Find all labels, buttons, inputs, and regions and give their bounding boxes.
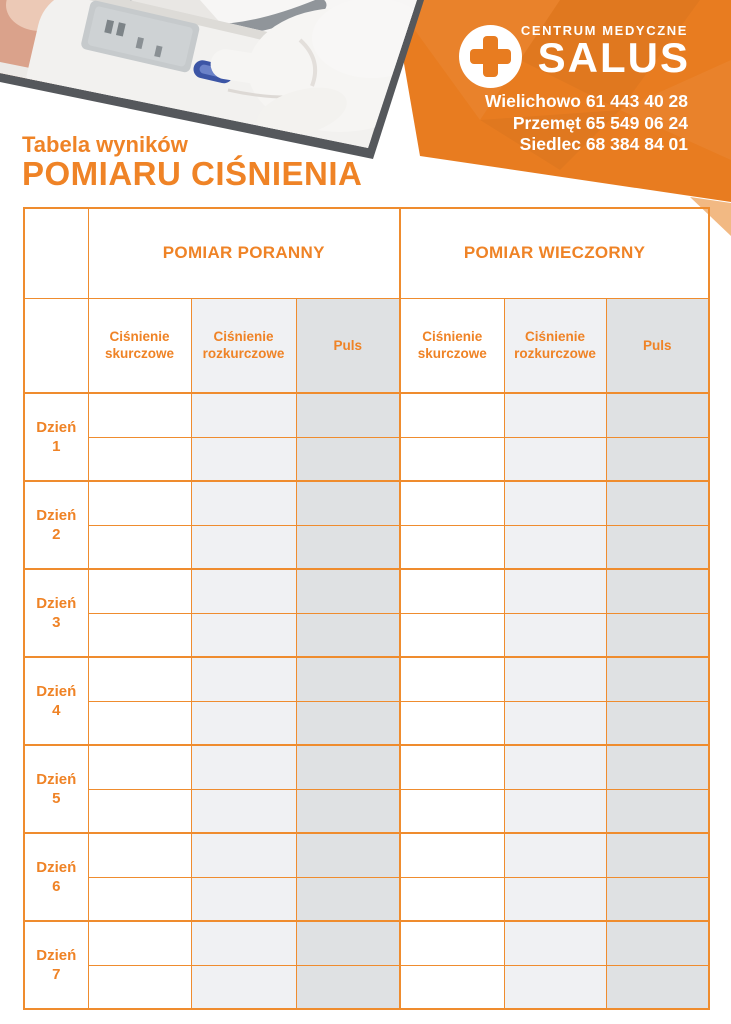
corner-cell: [24, 208, 88, 298]
measurement-cell: [504, 789, 606, 833]
measurement-cell: [296, 613, 400, 657]
measurement-cell: [504, 525, 606, 569]
day-label: Dzień: [36, 419, 77, 436]
measurement-cell: [606, 525, 709, 569]
measurement-cell: [606, 921, 709, 965]
measurement-cell: [504, 965, 606, 1009]
day-label: Dzień: [36, 595, 77, 612]
phone-line: Wielichowo 61 443 40 28: [484, 91, 688, 111]
measurement-cell: [88, 657, 191, 701]
measurement-cell: [504, 481, 606, 525]
day-label: Dzień: [36, 859, 77, 876]
measurement-cell: [606, 789, 709, 833]
table-header-columns: [24, 298, 709, 393]
measurement-cell: [400, 437, 504, 481]
measurement-cell: [191, 789, 296, 833]
measurement-cell: [88, 569, 191, 613]
col-header-diastolic-am: Ciśnienie rozkurczowe: [191, 298, 296, 393]
day-label-cell: [24, 569, 88, 657]
corner-cell: [24, 298, 88, 393]
measurement-cell: [504, 921, 606, 965]
measurement-cell: [504, 657, 606, 701]
measurement-cell: [400, 833, 504, 877]
measurement-cell: [191, 569, 296, 613]
measurement-cell: [606, 701, 709, 745]
measurement-cell: [296, 833, 400, 877]
medical-cross-icon: [459, 25, 522, 88]
measurement-cell: [400, 569, 504, 613]
measurement-cell: [400, 481, 504, 525]
table-row-day3: [24, 569, 709, 613]
measurement-cell: [504, 833, 606, 877]
measurement-cell: [88, 393, 191, 437]
day-number: 2: [52, 526, 61, 543]
day-label: Dzień: [36, 683, 77, 700]
measurement-cell: [400, 877, 504, 921]
measurement-cell: [88, 613, 191, 657]
measurement-cell: [504, 745, 606, 789]
group-header-evening: POMIAR WIECZORNY: [400, 208, 709, 298]
measurement-cell: [504, 701, 606, 745]
title-block: [22, 132, 362, 191]
col-header-systolic-am: Ciśnienie skurczowe: [88, 298, 191, 393]
table-row-day2b: [24, 525, 709, 569]
measurement-cell: [400, 745, 504, 789]
day-label-cell: [24, 833, 88, 921]
measurement-cell: [606, 437, 709, 481]
measurement-cell: [606, 569, 709, 613]
measurement-cell: [504, 437, 606, 481]
table-row-day7b: [24, 965, 709, 1009]
measurement-cell: [400, 393, 504, 437]
table-row-day2: [24, 481, 709, 525]
measurement-cell: [88, 833, 191, 877]
table-header-groups: [24, 208, 709, 298]
table-row-day1b: [24, 437, 709, 481]
measurement-cell: [191, 437, 296, 481]
measurement-cell: [504, 393, 606, 437]
table-row-day6b: [24, 877, 709, 921]
measurement-cell: [400, 921, 504, 965]
day-label: Dzień: [36, 771, 77, 788]
measurement-cell: [88, 921, 191, 965]
table-row-day1: [24, 393, 709, 437]
group-header-morning: POMIAR PORANNY: [88, 208, 400, 298]
phone-line: Siedlec 68 384 84 01: [519, 134, 688, 154]
col-header-systolic-pm: Ciśnienie skurczowe: [400, 298, 504, 393]
measurement-cell: [606, 481, 709, 525]
logo-tagline: CENTRUM MEDYCZNE: [520, 23, 688, 38]
day-number: 3: [52, 614, 61, 631]
measurement-cell: [606, 833, 709, 877]
day-number: 5: [52, 790, 61, 807]
measurement-cell: [296, 437, 400, 481]
measurement-cell: [191, 745, 296, 789]
measurement-cell: [191, 481, 296, 525]
measurement-cell: [606, 393, 709, 437]
measurement-cell: [191, 921, 296, 965]
measurement-cell: [296, 569, 400, 613]
day-number: 4: [52, 702, 61, 719]
measurement-cell: [606, 877, 709, 921]
measurement-cell: [400, 789, 504, 833]
measurement-cell: [191, 393, 296, 437]
col-header-pulse-pm: Puls: [606, 298, 709, 393]
day-label-cell: [24, 657, 88, 745]
day-label: Dzień: [36, 507, 77, 524]
measurement-cell: [191, 965, 296, 1009]
measurement-cell: [191, 877, 296, 921]
measurement-cell: [296, 745, 400, 789]
measurement-cell: [88, 437, 191, 481]
page-title: POMIARU CIŚNIENIA: [22, 155, 363, 192]
day-number: 6: [52, 878, 61, 895]
measurement-cell: [296, 789, 400, 833]
measurement-cell: [191, 701, 296, 745]
measurement-cell: [296, 877, 400, 921]
day-label-cell: [24, 921, 88, 1009]
day-label: Dzień: [36, 947, 77, 964]
measurement-cell: [606, 657, 709, 701]
measurement-cell: [191, 613, 296, 657]
measurement-cell: [504, 569, 606, 613]
measurement-cell: [296, 481, 400, 525]
measurement-cell: [88, 965, 191, 1009]
measurement-cell: [191, 657, 296, 701]
measurement-cell: [296, 525, 400, 569]
measurement-cell: [296, 921, 400, 965]
measurement-cell: [296, 657, 400, 701]
measurement-cell: [504, 877, 606, 921]
day-label-cell: [24, 393, 88, 481]
table-row-day4: [24, 657, 709, 701]
logo-name: SALUS: [537, 34, 690, 81]
measurement-cell: [88, 789, 191, 833]
table-row-day4b: [24, 701, 709, 745]
measurement-cell: [88, 525, 191, 569]
results-table: [23, 207, 710, 1010]
table-row-day6: [24, 833, 709, 877]
measurement-cell: [400, 525, 504, 569]
logo: [520, 23, 690, 81]
measurement-cell: [296, 701, 400, 745]
contact-phone-list: [485, 91, 688, 156]
col-header-diastolic-pm: Ciśnienie rozkurczowe: [504, 298, 606, 393]
day-number: 1: [52, 438, 61, 455]
measurement-cell: [504, 613, 606, 657]
measurement-cell: [191, 833, 296, 877]
measurement-cell: [88, 481, 191, 525]
day-number: 7: [52, 966, 61, 983]
measurement-cell: [606, 745, 709, 789]
measurement-cell: [606, 613, 709, 657]
measurement-cell: [606, 965, 709, 1009]
measurement-cell: [191, 525, 296, 569]
phone-line: Przemęt 65 549 06 24: [512, 112, 688, 133]
table-row-day3b: [24, 613, 709, 657]
measurement-cell: [296, 393, 400, 437]
col-header-pulse-am: Puls: [296, 298, 400, 393]
subtitle: Tabela wyników: [22, 132, 188, 157]
table-row-day5: [24, 745, 709, 789]
table-row-day7: [24, 921, 709, 965]
day-label-cell: [24, 745, 88, 833]
measurement-cell: [88, 701, 191, 745]
measurement-cell: [400, 613, 504, 657]
measurement-cell: [88, 877, 191, 921]
table-row-day5b: [24, 789, 709, 833]
measurement-cell: [296, 965, 400, 1009]
measurement-cell: [400, 965, 504, 1009]
measurement-cell: [400, 657, 504, 701]
measurement-cell: [400, 701, 504, 745]
day-label-cell: [24, 481, 88, 569]
measurement-cell: [88, 745, 191, 789]
